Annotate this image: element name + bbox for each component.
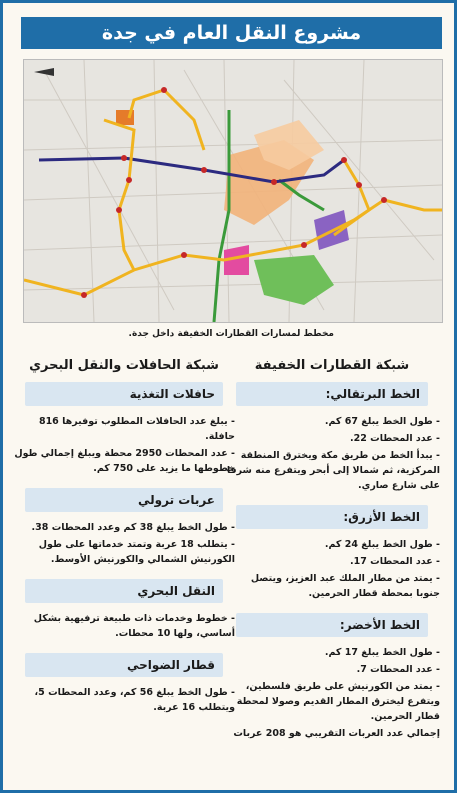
bus-maritime-heading: شبكة الحافلات والنقل البحري [29,358,219,373]
blue-line-stations: - عدد المحطات 17. [224,554,440,569]
light-rail-heading: شبكة القطارات الخفيفة [254,358,410,373]
trolley-length: - طول الخط يبلغ 38 كم وعدد المحطات 38. [13,520,235,535]
transit-map-graphic [24,60,442,322]
orange-line-heading: الخط البرتقالي: [236,382,428,406]
total-carriages: إجمالي عدد العربات التقريبي هو 208 عربات [233,728,440,739]
maritime-heading: النقل البحري [25,579,223,603]
green-line-route: - يمتد من الكورنيش على طريق فلسطين، ويتفرع ليخترق المطار القديم وصولا لمحطة قطار الحرمين. [224,679,440,724]
trolley-heading: عربات ترولي [25,488,223,512]
bus-maritime-column [13,358,235,717]
maritime-details: - خطوط وخدمات ذات طبيعة ترفيهية بشكل أساسي، ولها 10 محطات. [13,611,235,641]
feeder-buses-heading: حافلات التغذية [25,382,223,406]
blue-line-heading: الخط الأزرق: [236,505,428,529]
transit-map [23,59,443,323]
map-caption: مخطط لمسارات القطارات الخفيفة داخل جدة. [128,329,334,339]
feeder-buses-count: - يبلغ عدد الحافلات المطلوب توفيرها 816 حافلة. [13,414,235,444]
green-line-length: - طول الخط يبلغ 17 كم. [224,645,440,660]
feeder-buses-stations: - عدد المحطات 2950 محطة ويبلغ إجمالي طول خطوطها ما يزيد على 750 كم. [13,446,235,476]
green-line-heading: الخط الأخضر: [236,613,428,637]
blue-line-length: - طول الخط يبلغ 24 كم. [224,537,440,552]
orange-line-stations: - عدد المحطات 22. [224,431,440,446]
orange-line-route: - يبدأ الخط من طريق مكة ويخترق المنطقة المركزية، ثم شمالا إلى أبحر ويتفرع منه شرقا على شارع صاري. [224,448,440,493]
suburban-length: - طول الخط يبلغ 56 كم، وعدد المحطات 5، ويتطلب 16 عربة. [13,685,235,715]
trolley-carriages: - يتطلب 18 عربة وتمتد خدماتها على طول الكورنيش الشمالي والكورنيش الأوسط. [13,537,235,567]
green-line-stations: - عدد المحطات 7. [224,662,440,677]
light-rail-column [224,358,440,741]
blue-line-route: - يمتد من مطار الملك عبد العزيز، ويتصل جنوبا بمحطة قطار الحرمين. [224,571,440,601]
page-title: مشروع النقل العام في جدة [21,17,442,49]
orange-line-length: - طول الخط يبلغ 67 كم. [224,414,440,429]
suburban-train-heading: قطار الضواحي [25,653,223,677]
